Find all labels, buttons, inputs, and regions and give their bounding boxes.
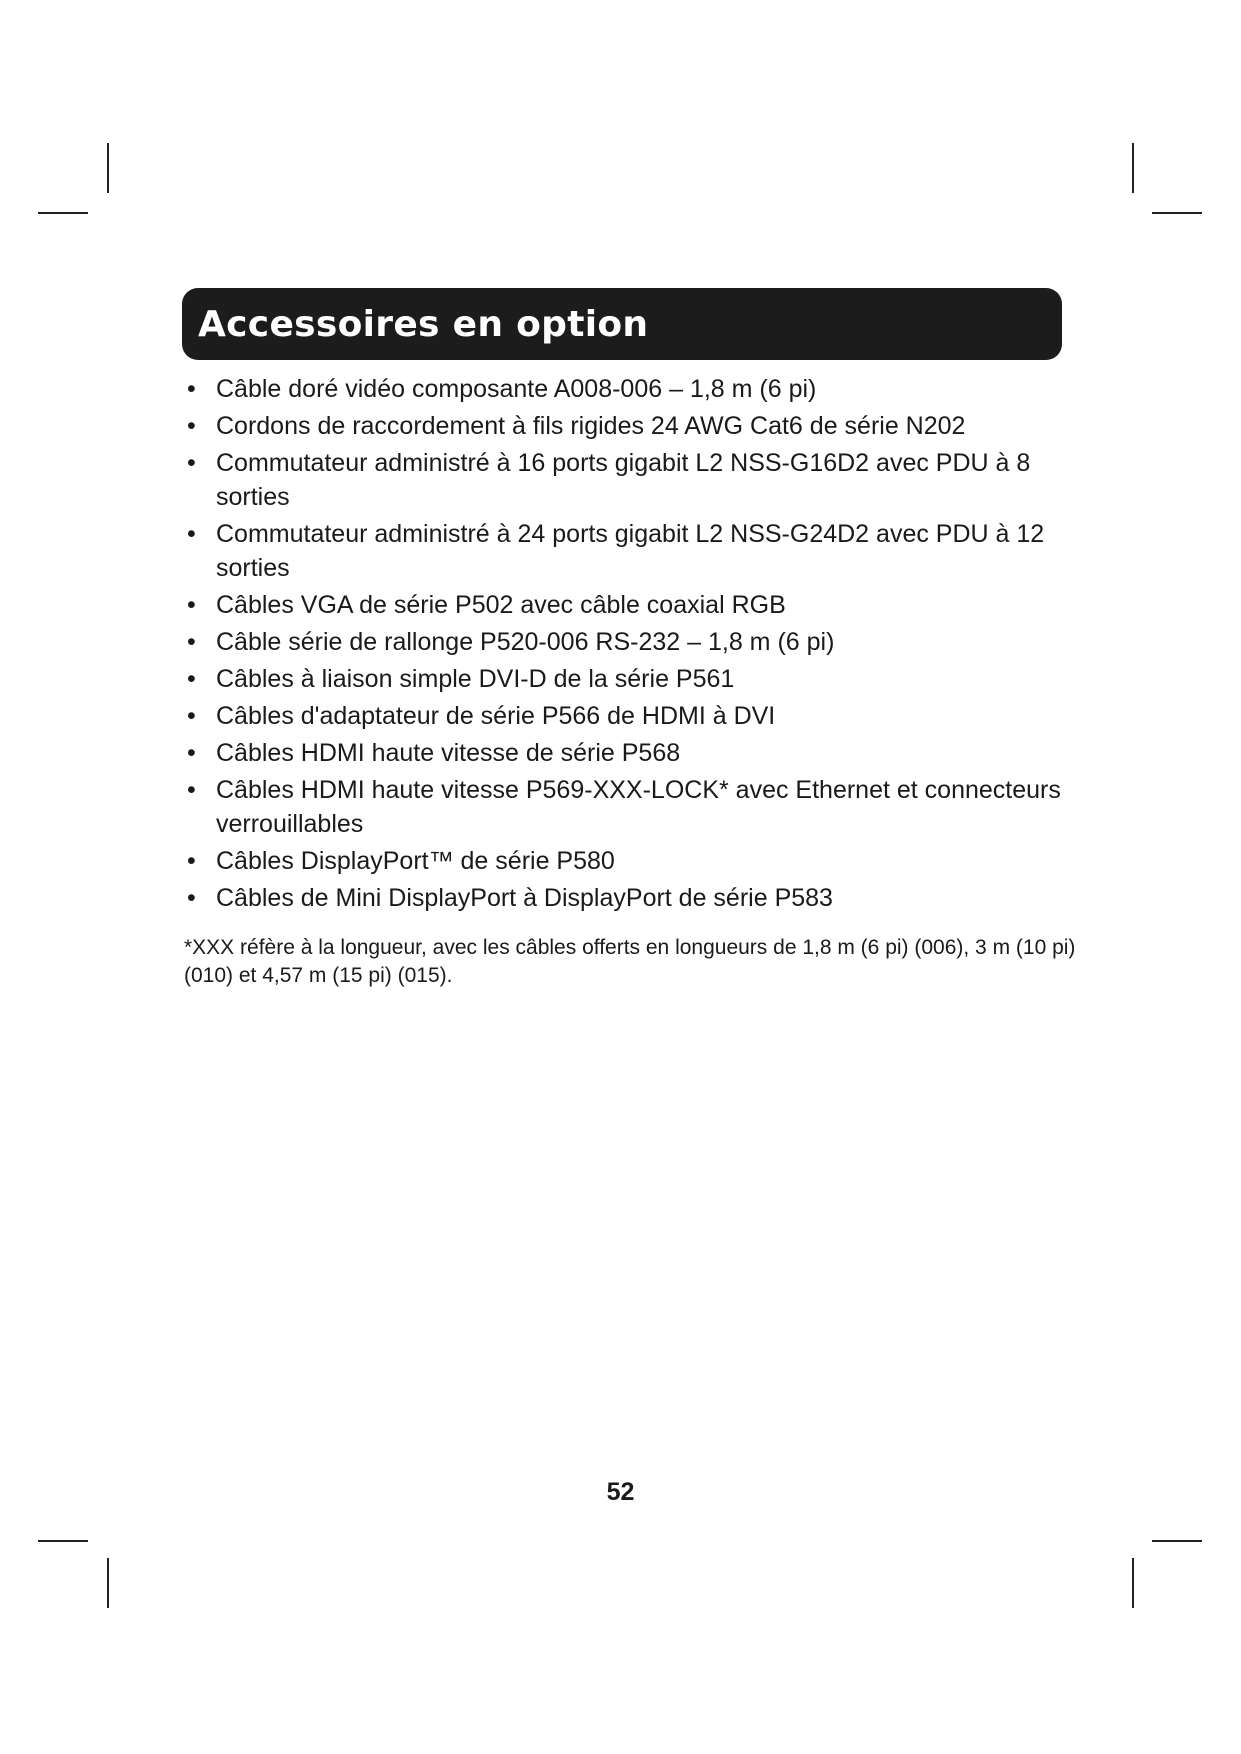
list-item [182, 773, 1082, 841]
bullet-icon: • [187, 449, 196, 477]
bullet-icon: • [187, 591, 196, 619]
list-item-text: Câbles DisplayPort™ de série P580 [216, 847, 615, 875]
list-item [182, 625, 1082, 659]
crop-mark-top-left-horizontal [38, 212, 88, 214]
bullet-icon: • [187, 412, 196, 440]
bullet-icon: • [187, 665, 196, 693]
list-item-text: Commutateur administré à 24 ports gigabit L2 NSS-G24D2 avec PDU à 12 sorties [216, 520, 1045, 582]
section-header-bar [182, 288, 1062, 360]
list-item [182, 662, 1082, 696]
list-item [182, 588, 1082, 622]
list-item [182, 844, 1082, 878]
list-item-text: Câble série de rallonge P520-006 RS-232 – 1,8 m (6 pi) [216, 628, 835, 656]
crop-mark-bottom-left-vertical [107, 1558, 109, 1608]
crop-mark-bottom-right-vertical [1132, 1558, 1134, 1608]
list-item [182, 372, 1082, 406]
accessory-list [182, 372, 1082, 918]
list-item-text: Câbles HDMI haute vitesse de série P568 [216, 739, 681, 767]
section-title: Accessoires en option [198, 303, 649, 345]
bullet-icon: • [187, 884, 196, 912]
bullet-icon: • [187, 776, 196, 804]
bullet-icon: • [187, 847, 196, 875]
list-item-text: Câbles HDMI haute vitesse P569-XXX-LOCK* avec Ethernet et connecteurs verrouillables [216, 776, 1061, 838]
crop-mark-bottom-left-horizontal [38, 1540, 88, 1542]
bullet-icon: • [187, 520, 196, 548]
list-item-text: Câbles VGA de série P502 avec câble coaxial RGB [216, 591, 786, 619]
crop-mark-bottom-right-horizontal [1152, 1540, 1202, 1542]
list-item-text: Câble doré vidéo composante A008-006 – 1,8 m (6 pi) [216, 375, 817, 403]
bullet-icon: • [187, 739, 196, 767]
list-item [182, 409, 1082, 443]
list-item-text: Câbles d'adaptateur de série P566 de HDMI à DVI [216, 702, 776, 730]
crop-mark-top-left-vertical [107, 143, 109, 193]
crop-mark-top-right-vertical [1132, 143, 1134, 193]
list-item [182, 517, 1082, 585]
page-number: 52 [606, 1478, 635, 1506]
list-item [182, 446, 1082, 514]
list-item-text: Câbles de Mini DisplayPort à DisplayPort de série P583 [216, 884, 833, 912]
list-item-text: Câbles à liaison simple DVI-D de la série P561 [216, 665, 735, 693]
bullet-icon: • [187, 375, 196, 403]
bullet-icon: • [187, 702, 196, 730]
bullet-icon: • [187, 628, 196, 656]
list-item-text: Commutateur administré à 16 ports gigabit L2 NSS-G16D2 avec PDU à 8 sorties [216, 449, 1031, 511]
list-item [182, 699, 1082, 733]
list-item [182, 736, 1082, 770]
list-item-text: Cordons de raccordement à fils rigides 24 AWG Cat6 de série N202 [216, 412, 966, 440]
crop-mark-top-right-horizontal [1152, 212, 1202, 214]
footnote: *XXX réfère à la longueur, avec les câbles offerts en longueurs de 1,8 m (6 pi) (006), 3 m (10 pi) (010) et 4,57 m (15 pi) (015). [184, 936, 1076, 987]
list-item [182, 881, 1082, 915]
